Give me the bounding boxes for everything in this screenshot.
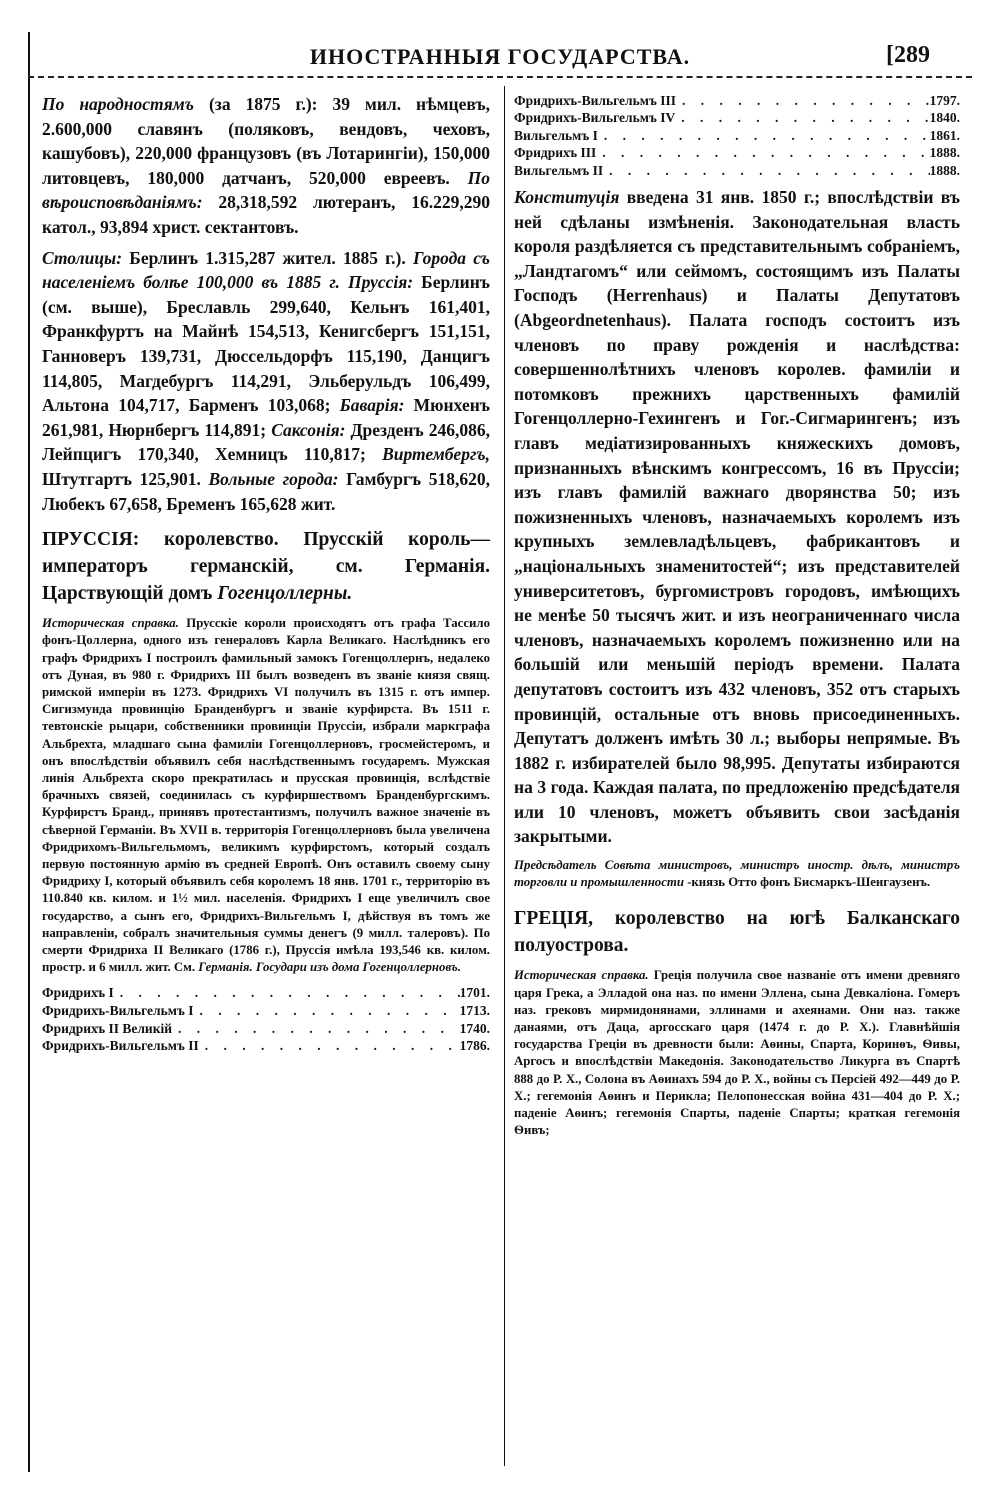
religions-lead: По вѣроисповѣданіямъ: <box>42 167 490 213</box>
left-border-rule <box>28 32 30 1472</box>
ruler-name: Фридрихъ-Вильгельмъ I <box>42 1002 194 1018</box>
ruler-row <box>514 92 960 109</box>
ruler-row <box>514 127 960 144</box>
left-column <box>42 92 490 1055</box>
constitution-text: введена 31 янв. 1850 г.; впослѣдствіи въ ней сдѣланы измѣненія. Законодательная власть короля раздѣляется съ представительнымъ собраніемъ, „Ландтагомъ“ или сеймомъ, состоящимъ изъ Палаты Господъ (Herrenhaus) и Палаты Депутатовъ (Abgeordnetenhaus). Палата господъ состоитъ изъ членовъ по праву рожденія и наслѣдства: совершеннолѣтнихъ членовъ королев. фамиліи и потомковъ прежнихъ царственныхъ фамилій Гогенцоллерно-Гехингенъ и Гог.-Сигмарингенъ; изъ главъ медіатизированныхъ княжескихъ домовъ, признанныхъ вѣнскимъ конгрессомъ, 16 въ Пруссіи; изъ главъ фамилій важнаго дворянства 50; изъ пожизненныхъ членовъ, назначаемыхъ королемъ изъ крупныхъ землевладѣльцевъ, фабрикантовъ и „національныхъ знаменитостей“; изъ представителей университетовъ, бургомистровъ городовъ, имѣющихъ не менѣе 50 тысячъ жит. и изъ неограниченнаго числа членовъ, назначаемыхъ королемъ пожизненно или на большій или меньшій періодъ времени. Палата депутатовъ состоитъ изъ 432 членовъ, 352 отъ старыхъ провинцій, остальные отъ вновь присоединенныхъ. Депутатъ долженъ имѣть 30 л.; выборы непрямые. Въ 1882 г. избирателей было 98,995. Депутаты избираются на 3 года. Каждая палата, по предложенію предсѣдателя или 10 членовъ, можетъ объявить свои засѣданія закрытыми. <box>514 187 960 847</box>
ruler-name: Фридрихъ-Вильгельмъ II <box>42 1038 199 1054</box>
ruler-year: 1701. <box>459 985 490 1001</box>
ruler-name: Фридрихъ-Вильгельмъ IV <box>514 110 676 126</box>
ruler-name: Фридрихъ II Великій <box>42 1020 173 1036</box>
prussia-history <box>42 615 490 976</box>
ministers-lead: Предсѣдатель Совѣта министровъ, министръ иностр. дѣлъ, министръ торговли и промышленности <box>514 858 960 890</box>
ruler-year: 1888. <box>929 162 960 178</box>
ruler-name: Фридрихъ-Вильгельмъ III <box>514 93 676 108</box>
constitution-lead: Конституція <box>514 187 620 208</box>
bavaria-lead: Баварія: <box>339 395 405 416</box>
prussia-cities: Берлинъ (см. выше), Бреславль 299,640, Кельнъ 161,401, Франкфуртъ на Майнѣ 154,513, Кенигсбергъ 151,151, Ганноверъ 139,731, Дюссельдорфъ 115,190, Данцигъ 114,805, Магдебургъ 114,291, Эльберульдъ 106,499, Альтона 104,717, Барменъ 103,068; <box>42 272 490 416</box>
ruler-name: Вильгельмъ II <box>514 162 604 178</box>
prussia-history-lead: Историческая справка. <box>42 616 179 631</box>
prussia-heading <box>42 526 490 607</box>
page-number: [289 <box>886 42 930 68</box>
cities-paragraph <box>42 246 490 517</box>
ruler-row <box>514 144 960 161</box>
ruler-row <box>514 109 960 126</box>
book-page <box>28 20 972 1472</box>
cities-lead: Города съ населеніемъ болѣе 100,000 въ 1885 г. Пруссія: <box>42 247 491 293</box>
prussia-dynasty: Гогенцоллерны. <box>217 583 353 605</box>
ruler-year: 1797. <box>929 93 960 108</box>
greece-history <box>514 967 960 1139</box>
saxony-cities: Дрезденъ 246,086, Лейпцигъ 170,340, Хемницъ 110,817; <box>42 419 490 465</box>
prussia-heading-text: ПРУССІЯ: королевство. Прусскій король—императоръ германскій, см. Германія. Царствующій домъ <box>42 529 490 605</box>
ruler-name: Фридрихъ I <box>42 985 114 1001</box>
ruler-year: 1888. <box>929 145 960 161</box>
constitution-paragraph <box>514 185 960 849</box>
ruler-year: 1713. <box>459 1002 490 1018</box>
ministers-paragraph <box>514 857 960 891</box>
bavaria-cities: Мюнхенъ 261,981, Нюрнбергъ 114,891; <box>42 395 490 440</box>
nationalities-text: (за 1875 г.): 39 мил. нѣмцевъ, 2.600,000 славянъ (поляковъ, вендовъ, чеховъ, кашубовъ), 220,000 французовъ (въ Лотарингіи), 150,000 литовцевъ, 180,000 датчанъ, 520,000 евреевъ. <box>42 94 490 188</box>
religions-text: 28,318,592 лютеранъ, 16.229,290 катол., 93,894 христ. сектантовъ. <box>42 192 490 237</box>
header-rule <box>28 76 972 78</box>
ministers-text: -князь Отто фонъ Бисмаркъ-Шенгаузенъ. <box>683 875 931 890</box>
greece-heading: ГРЕЦІЯ, королевство на югѣ Балканскаго полуострова. <box>514 908 960 957</box>
greece-history-lead: Историческая справка. <box>514 968 649 983</box>
ruler-row <box>514 162 960 179</box>
ruler-row <box>42 1037 490 1055</box>
ruler-name: Вильгельмъ I <box>514 127 598 143</box>
running-title: ИНОСТРАННЫЯ ГОСУДАРСТВА. <box>309 44 691 69</box>
wurttemberg-cities: Штутгартъ 125,901. <box>42 468 209 489</box>
ruler-year: 1861. <box>929 127 960 143</box>
right-column <box>514 92 960 1140</box>
free-cities-lead: Вольные города: <box>208 468 339 489</box>
wurttemberg-lead: Виртембергъ, <box>382 444 490 465</box>
ruler-row <box>42 984 490 1002</box>
ruler-name: Фридрихъ III <box>514 145 597 161</box>
ruler-row <box>42 1002 490 1020</box>
saxony-lead: Саксонія: <box>271 419 346 440</box>
ruler-row <box>42 1020 490 1038</box>
capitals-lead: Столицы: <box>42 247 123 268</box>
greece-history-text: Греція получила свое названіе отъ имени древняго царя Грека, а Элладой она наз. по имени Эллена, сына Девкаліона. Гомеръ наз. грековъ мирмидонянами, эллинами и ахеянами. Они наз. также данаями, отъ Даца, аргосскаго царя (1474 г. до Р. Х.). Главнѣйшія государства Греціи въ древности были: Аѳины, Спарта, Коринѳъ, Ѳивы, Аргосъ и впослѣдствіи Македонія. Законодательство Ликурга въ Спартѣ 888 до Р. Х., Солона въ Аѳинахъ 594 до Р. Х., войны съ Персіей 492—449 до Р. Х.; гегемонія Аѳинъ и Перикла; Пелопонесская война 431—404 до Р. Х.; паденіе Аѳинъ; гегемонія Спарты, паденіе Спарты; краткая гегемонія Ѳивъ; <box>514 968 960 1138</box>
ruler-year: 1786. <box>459 1038 490 1054</box>
capitals-text: Берлинъ 1.315,287 жител. 1885 г.). <box>122 247 413 268</box>
ruler-year: 1740. <box>459 1020 490 1036</box>
running-header <box>28 20 972 76</box>
prussia-history-see: Германія. Государи изъ дома Гогенцоллерновъ. <box>198 960 461 975</box>
rulers-list-left <box>42 984 490 1054</box>
nationalities-paragraph <box>42 92 490 240</box>
free-cities-text: Гамбургъ 518,620, Любекъ 67,658, Бременъ 165,628 жит. <box>42 468 490 514</box>
ruler-year: 1840. <box>929 110 960 126</box>
column-divider <box>504 86 505 1466</box>
rulers-list-right <box>514 92 960 179</box>
nationalities-lead: По народностямъ <box>42 94 195 114</box>
prussia-history-text: Прусскіе короли происходятъ отъ графа Тассило фонъ-Цоллерна, одного изъ генераловъ Карла Великаго. Наслѣдникъ его графъ Фридрихъ I построилъ фамильный замокъ Гогенцоллернъ, недалеко отъ Дуная, въ 980 г. Фридрихъ III былъ возведенъ въ званіе князя свящ. римской имперіи въ 1273. Фридрихъ VI получилъ въ 1315 г. отъ импер. Сигизмунда провинцію Бранденбургъ и званіе курфирста. Въ 1511 г. тевтонскіе рыцари, собственники провинціи Пруссіи, избрали маркграфа Альбрехта, младшаго сына фамиліи Гогенцоллерновъ, гросмейстеромъ, и онъ впослѣдствіи объявилъ себя наслѣдственнымъ государемъ. Мужская линія Альбрехта скоро прекратилась и прусская провинція, вслѣдствіе брачныхъ связей, соединилась съ курфиршествомъ Бранденбургскимъ. Курфирстъ Бранд., принявъ протестантизмъ, получилъ важное значеніе въ сѣверной Германіи. Въ XVII в. территорія Гогенцоллерновъ была увеличена Фридрихомъ-Вильгельмомъ, великимъ курфирстомъ, который создалъ первую постоянную армію въ средней Европѣ. Онъ оставилъ своему сыну Фридриху I, который объявилъ себя королемъ 18 янв. 1701 г., территорію въ 110.840 кв. килом. и 1½ мил. населенія. Фридрихъ I еще увеличилъ свое государство, а сынъ его, Фридрихъ-Вильгельмъ I, дѣйствуя въ томъ же направленіи, собралъ значительныя суммы денегъ (9 милл. талеровъ). По смерти Фридриха II Великаго (1786 г.), Пруссія имѣла 193,546 кв. килом. простр. и 6 милл. жит. См. <box>42 616 490 975</box>
